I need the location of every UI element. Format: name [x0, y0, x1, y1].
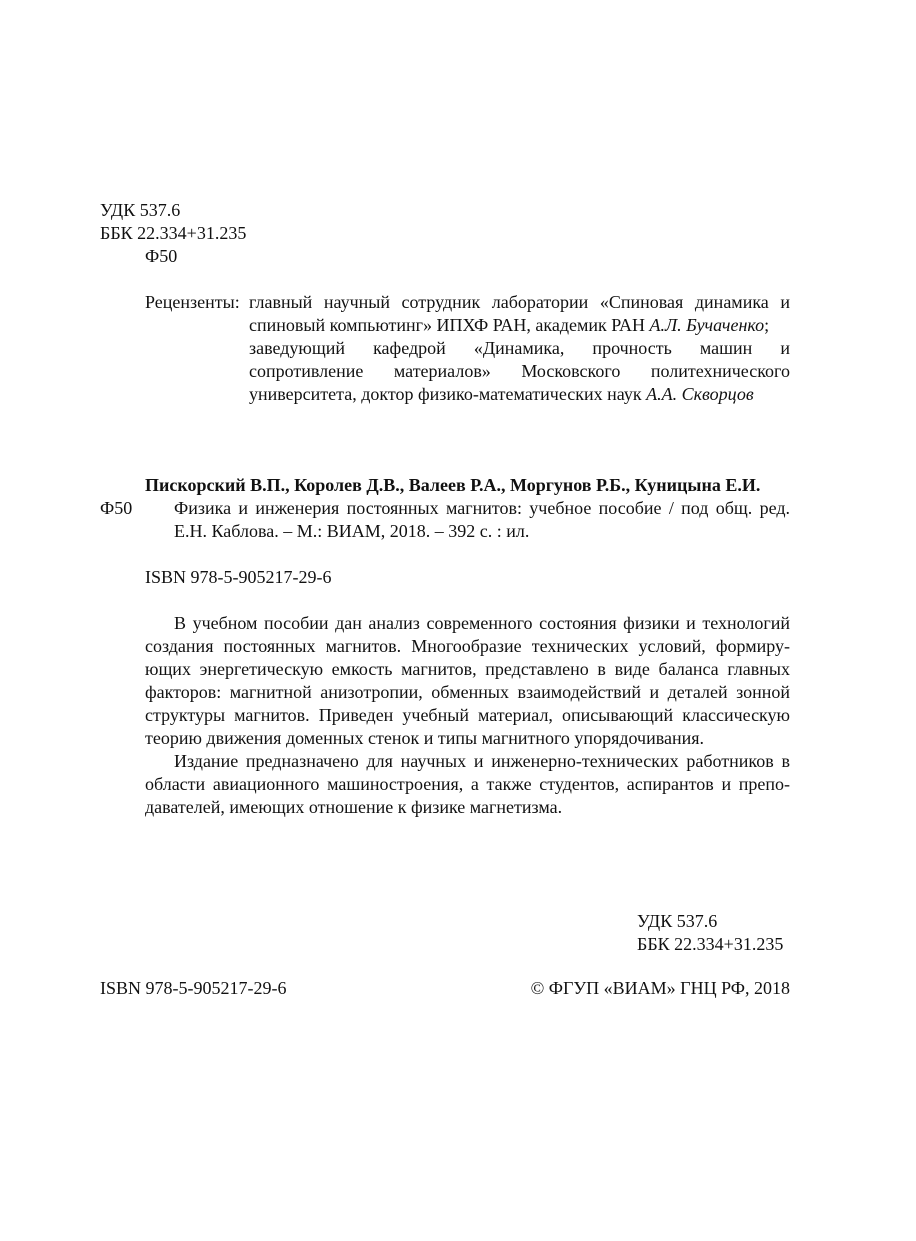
abstract-line: В учебном пособии дан анализ современного состояния физики и технологий: [174, 613, 790, 633]
reviewers-label: Рецензенты:: [145, 292, 240, 312]
footer-bbk: ББК 22.334+31.235: [637, 934, 784, 954]
reviewers-line-1: главный научный сотрудник лаборатории «Спиновая динамика и: [249, 292, 790, 312]
authors-line: [145, 474, 760, 497]
abstract-line: области авиационного машиностроения, а также студентов, аспирантов и препо-: [145, 774, 790, 794]
entry-code: Ф50: [100, 498, 133, 518]
abstract-line: Издание предназначено для научных и инженерно-технических работников в: [174, 751, 790, 771]
reviewers-line-5: [249, 383, 754, 406]
reviewer-name-1: А.Л. Бучаченко: [649, 315, 765, 335]
abstract-line: создания постоянных магнитов. Многообразие технических условий, формиру-: [145, 636, 790, 656]
reviewers-line-5-text: университета, доктор физико-математических наук: [249, 384, 647, 404]
book-title-line-1: Физика и инженерия постоянных магнитов: учебное пособие / под общ. ред.: [174, 498, 790, 518]
author-sign-code: Ф50: [145, 246, 178, 266]
reviewers-line-2-end: ;: [764, 315, 770, 335]
footer-udk: УДК 537.6: [637, 911, 718, 931]
abstract-line: ющих энергетическую емкость магнитов, представлено в виде баланса главных: [145, 659, 790, 679]
abstract-line: давателей, имеющих отношение к физике магнетизма.: [145, 797, 563, 817]
abstract-line: теорию движения доменных стенок и типы магнитного упорядочивания.: [145, 728, 705, 748]
entry-isbn: ISBN 978-5-905217-29-6: [145, 567, 332, 587]
reviewers-line-2: [249, 314, 769, 337]
footer-isbn: ISBN 978-5-905217-29-6: [100, 978, 287, 998]
abstract-line: факторов: магнитной анизотропии, обменных взаимодействий и деталей зонной: [145, 682, 790, 702]
book-title-line-2: Е.Н. Каблова. – М.: ВИАМ, 2018. – 392 с. : ил.: [174, 521, 530, 541]
bbk-code: ББК 22.334+31.235: [100, 223, 247, 243]
reviewers-line-4: сопротивление материалов» Московского политехнического: [249, 361, 790, 381]
reviewer-name-2: А.А. Скворцов: [646, 384, 754, 404]
abstract-line: структуры магнитов. Приведен учебный материал, описывающий классическую: [145, 705, 790, 725]
reviewers-line-3: заведующий кафедрой «Динамика, прочность машин и: [249, 338, 790, 358]
udk-code: УДК 537.6: [100, 200, 181, 220]
reviewers-line-2-text: спиновый компьютинг» ИПХФ РАН, академик РАН: [249, 315, 650, 335]
copyright-notice: © ФГУП «ВИАМ» ГНЦ РФ, 2018: [530, 978, 790, 998]
authors: Пискорский В.П., Королев Д.В., Валеев Р.А., Моргунов Р.Б., Куницына Е.И.: [145, 475, 761, 495]
